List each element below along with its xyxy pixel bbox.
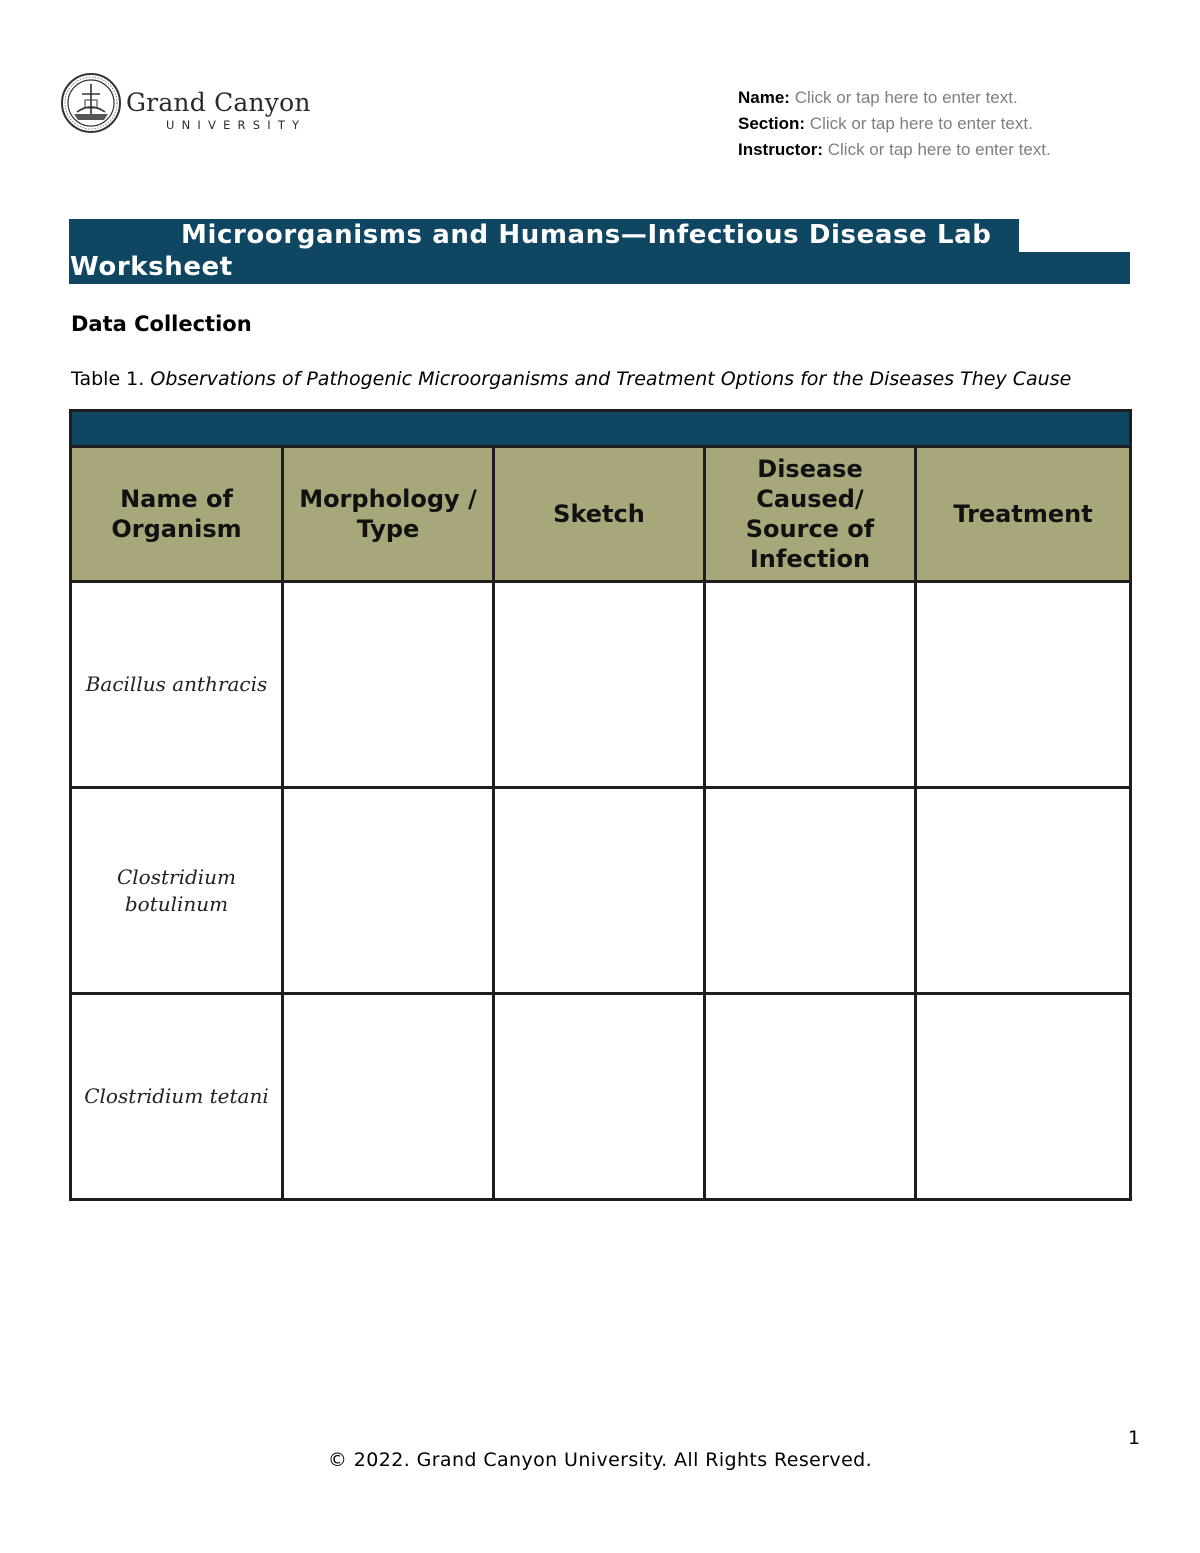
header-morphology-type: Morphology / Type [283,447,494,582]
university-logo [60,72,350,138]
sketch-cell[interactable] [494,788,705,994]
observations-table [69,409,1132,1201]
header-name-of-organism: Name of Organism [71,447,283,582]
table-row [71,994,1131,1200]
disease-cell[interactable] [705,788,916,994]
section-field[interactable]: Click or tap here to enter text. [809,114,1033,133]
sketch-cell[interactable] [494,994,705,1200]
sketch-cell[interactable] [494,582,705,788]
table-caption-text: Observations of Pathogenic Microorganisms and Treatment Options for the Diseases They Cause [150,368,1072,390]
treatment-cell[interactable] [916,582,1131,788]
section-label: Section: [738,114,806,133]
disease-cell[interactable] [705,994,916,1200]
worksheet-title-line2: Worksheet [70,252,233,282]
section-row [738,111,1051,137]
organism-name: Clostridium tetani [71,994,283,1200]
name-row [738,85,1051,111]
page-number: 1 [1128,1427,1141,1449]
organism-name: Bacillus anthracis [71,582,283,788]
morphology-cell[interactable] [283,994,494,1200]
instructor-field[interactable]: Click or tap here to enter text. [827,140,1051,159]
copyright-footer: © 2022. Grand Canyon University. All Rights Reserved. [327,1449,873,1471]
morphology-cell[interactable] [283,582,494,788]
table-title-band [71,411,1131,447]
name-label: Name: [738,88,790,107]
table-caption-label: Table 1 [71,368,139,390]
header-sketch: Sketch [494,447,705,582]
section-heading: Data Collection [71,312,252,336]
instructor-row [738,137,1051,163]
treatment-cell[interactable] [916,788,1131,994]
morphology-cell[interactable] [283,788,494,994]
university-seal-icon [60,72,122,134]
table-header-row [71,447,1131,582]
instructor-label: Instructor: [738,140,823,159]
organism-name: Clostridium botulinum [71,788,283,994]
logo-wordmark: Grand Canyon [126,88,311,117]
table-caption: Table 1. Observations of Pathogenic Microorganisms and Treatment Options for the Diseases They Cause [71,368,1072,390]
header-treatment: Treatment [916,447,1131,582]
name-field[interactable]: Click or tap here to enter text. [794,88,1018,107]
worksheet-title-line1: Microorganisms and Humans—Infectious Disease Lab [181,220,992,250]
logo-subtitle: UNIVERSITY [166,118,307,132]
table-row [71,582,1131,788]
table-row [71,788,1131,994]
student-info [738,85,1051,163]
treatment-cell[interactable] [916,994,1131,1200]
header-disease-caused: Disease Caused/ Source of Infection [705,447,916,582]
table-title-band-cell [71,411,1131,447]
disease-cell[interactable] [705,582,916,788]
